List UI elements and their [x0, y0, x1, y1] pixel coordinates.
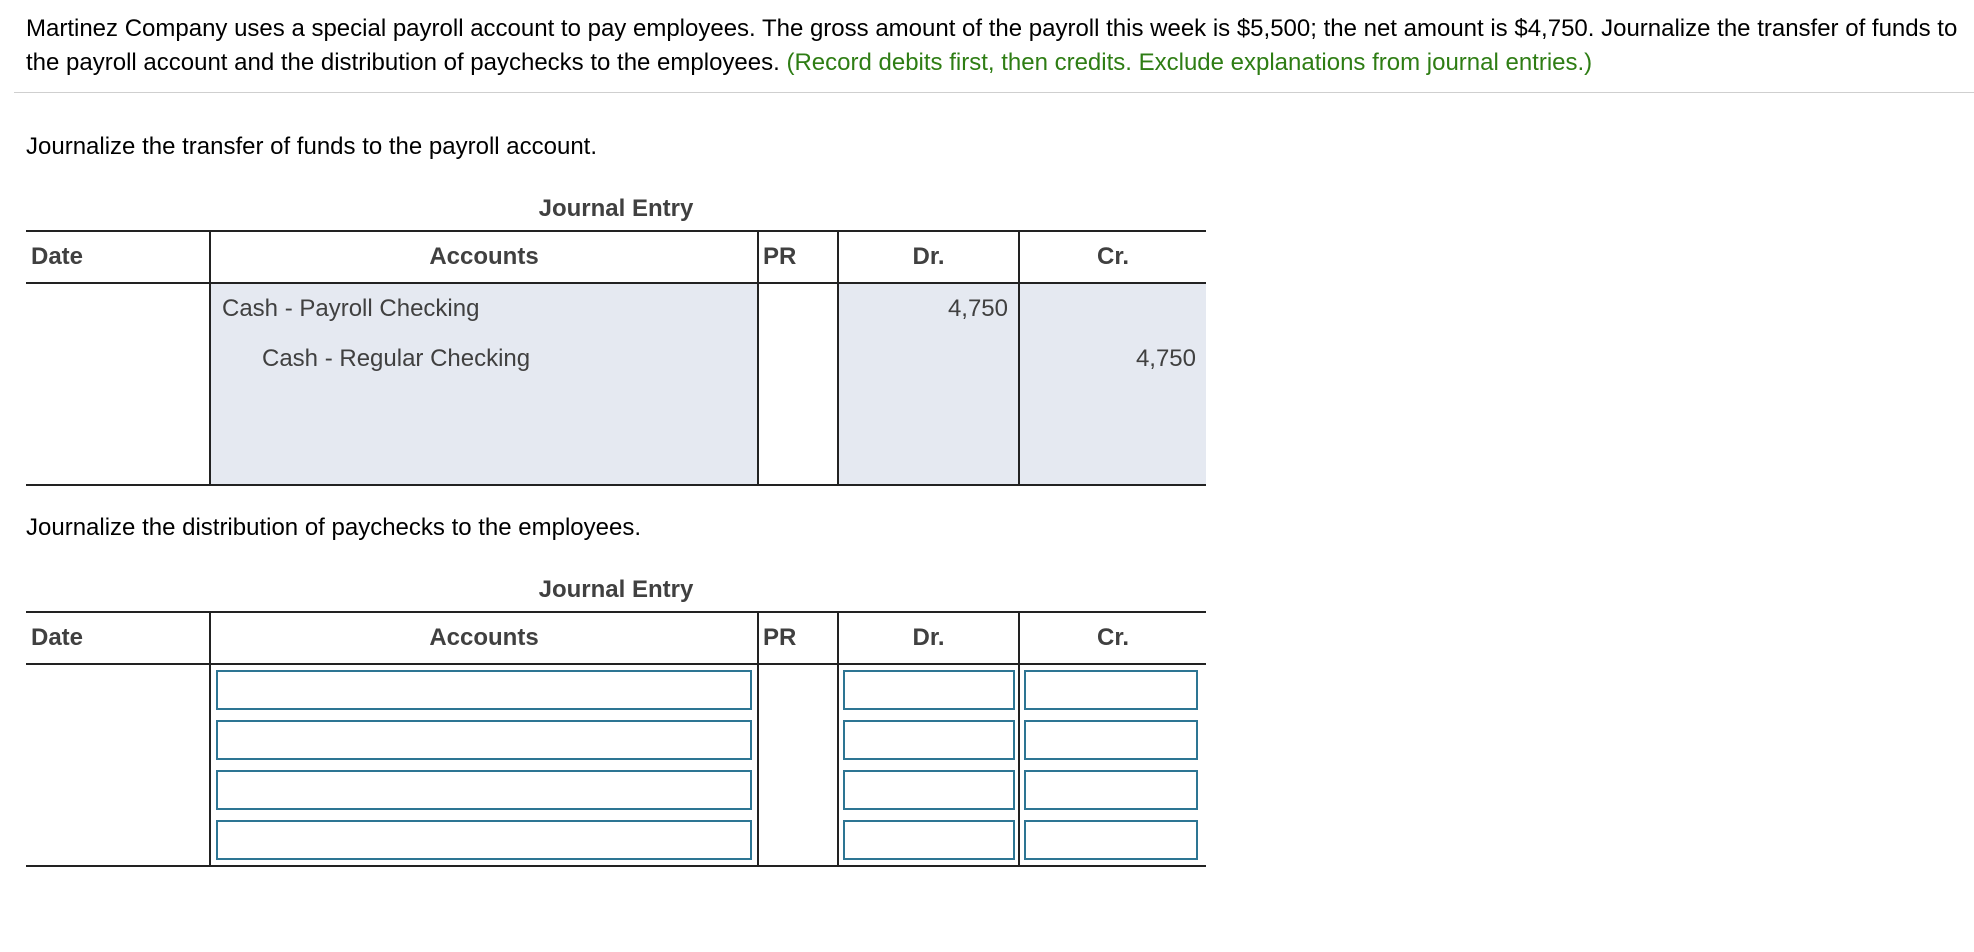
account-input[interactable]	[216, 670, 752, 710]
header-date: Date	[26, 612, 210, 664]
journal-input-row	[26, 765, 1206, 815]
part1-journal-title: Journal Entry	[538, 195, 694, 222]
debit-amount-cell	[838, 334, 1019, 384]
header-date: Date	[26, 231, 210, 283]
credit-input[interactable]	[1024, 670, 1198, 710]
pr-cell	[758, 715, 838, 765]
pr-cell	[758, 664, 838, 715]
account-input[interactable]	[216, 820, 752, 860]
journal-input-row	[26, 715, 1206, 765]
header-dr: Dr.	[838, 612, 1019, 664]
credit-amount-cell	[1019, 283, 1206, 334]
journal-input-row	[26, 815, 1206, 866]
credit-input[interactable]	[1024, 820, 1198, 860]
header-cr: Cr.	[1019, 612, 1206, 664]
debit-input[interactable]	[843, 770, 1015, 810]
part2-journal-table	[26, 611, 1206, 867]
date-cell	[26, 384, 210, 485]
question-instruction: (Record debits first, then credits. Exclude explanations from journal entries.)	[786, 49, 1593, 76]
account-input[interactable]	[216, 770, 752, 810]
question-body: Martinez Company uses a special payroll account to pay employees. The gross amount of the payroll this week is $5,500; the net amount is $4,750. Journalize the transfer of funds to the payroll account and the distribution of paychecks to the employees.	[26, 15, 1958, 76]
header-accounts: Accounts	[210, 231, 758, 283]
debit-input[interactable]	[843, 670, 1015, 710]
header-cr: Cr.	[1019, 231, 1206, 283]
pr-cell	[758, 384, 838, 485]
account-credit-cell: Cash - Regular Checking	[210, 334, 758, 384]
account-input[interactable]	[216, 720, 752, 760]
journal-header-row	[26, 231, 1206, 283]
part2-journal-title: Journal Entry	[538, 576, 694, 603]
date-cell	[26, 283, 210, 334]
pr-cell	[758, 334, 838, 384]
header-pr: PR	[758, 231, 838, 283]
part2-prompt: Journalize the distribution of paychecks to the employees.	[26, 514, 642, 541]
header-pr: PR	[758, 612, 838, 664]
credit-amount-cell: 4,750	[1019, 334, 1206, 384]
date-cell	[26, 664, 210, 715]
pr-cell	[758, 765, 838, 815]
journal-row	[26, 334, 1206, 384]
journal-header-row	[26, 612, 1206, 664]
journal-blank-row	[26, 384, 1206, 485]
debit-input[interactable]	[843, 720, 1015, 760]
question-text	[26, 12, 1966, 80]
divider	[14, 92, 1974, 93]
debit-amount-cell: 4,750	[838, 283, 1019, 334]
debit-input[interactable]	[843, 820, 1015, 860]
part1-prompt: Journalize the transfer of funds to the payroll account.	[26, 133, 597, 160]
account-cell	[210, 384, 758, 485]
date-cell	[26, 715, 210, 765]
credit-input[interactable]	[1024, 770, 1198, 810]
account-debit-cell: Cash - Payroll Checking	[210, 283, 758, 334]
header-dr: Dr.	[838, 231, 1019, 283]
pr-cell	[758, 815, 838, 866]
journal-row	[26, 283, 1206, 334]
credit-amount-cell	[1019, 384, 1206, 485]
header-accounts: Accounts	[210, 612, 758, 664]
debit-amount-cell	[838, 384, 1019, 485]
pr-cell	[758, 283, 838, 334]
credit-input[interactable]	[1024, 720, 1198, 760]
date-cell	[26, 765, 210, 815]
date-cell	[26, 815, 210, 866]
part1-journal-table	[26, 230, 1206, 486]
date-cell	[26, 334, 210, 384]
journal-input-row	[26, 664, 1206, 715]
